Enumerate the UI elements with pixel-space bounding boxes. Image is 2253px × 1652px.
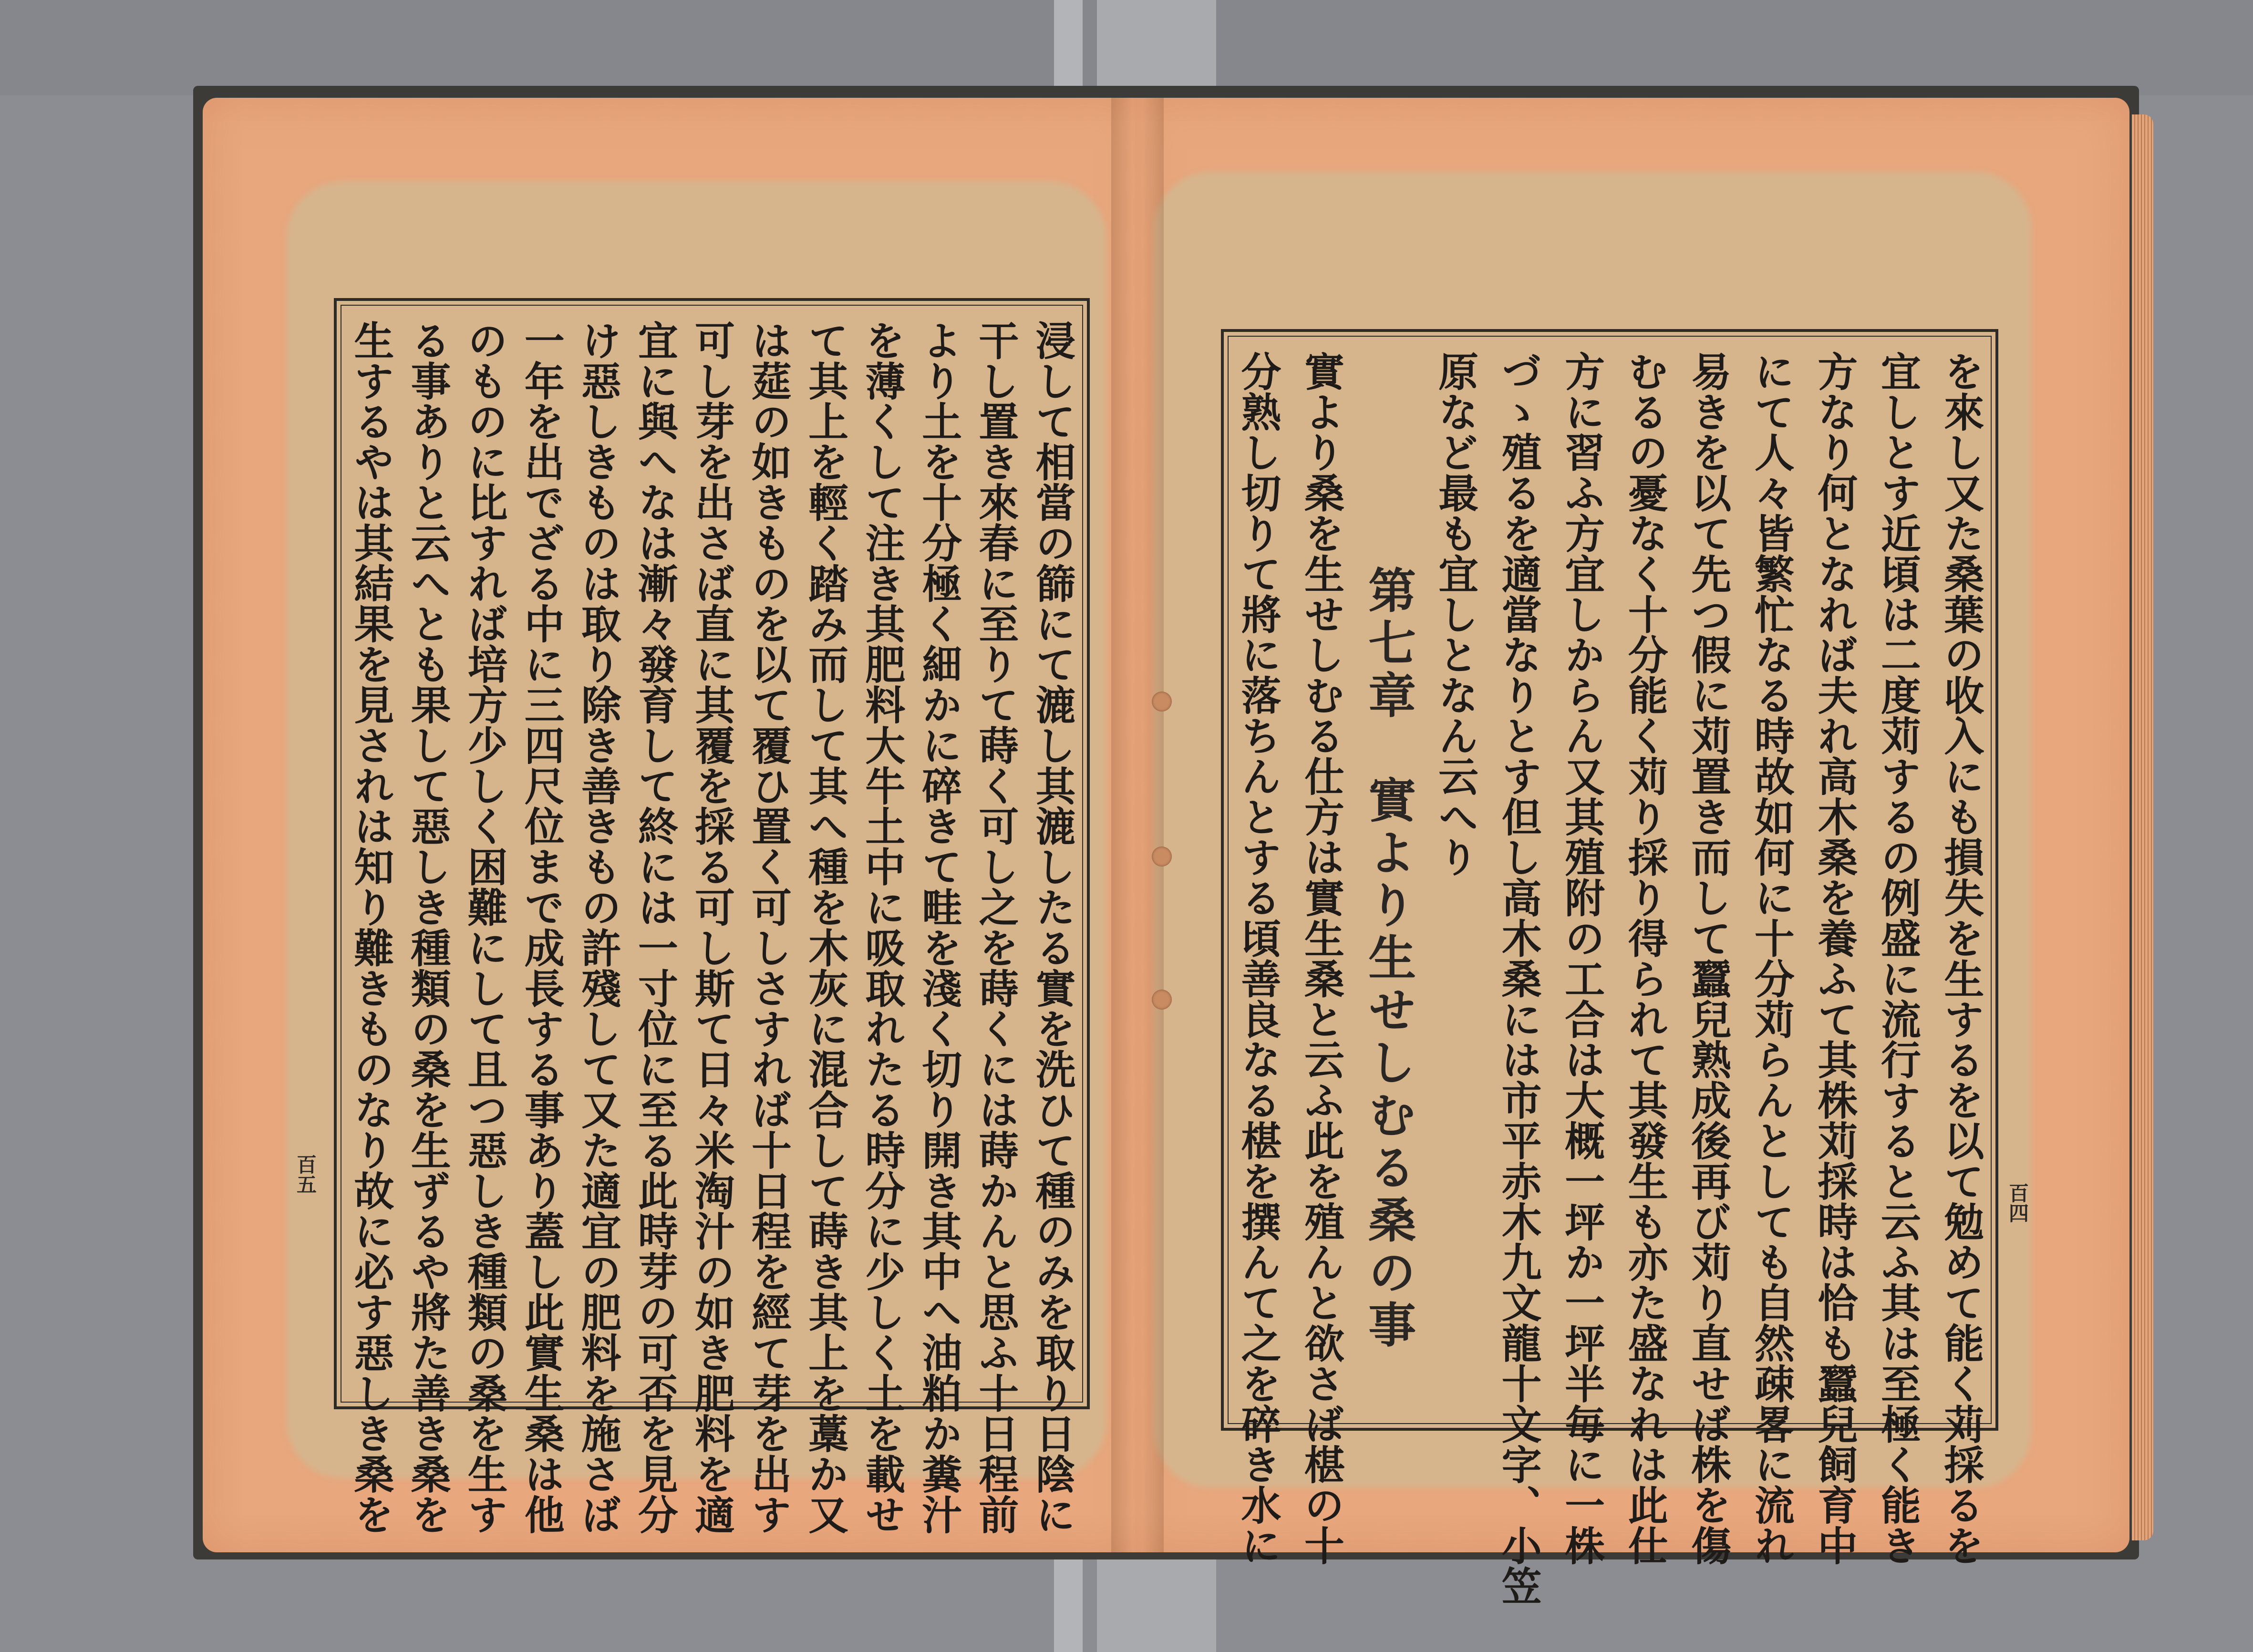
text-column: を薄くして注き其肥料大牛土中に吸取れたる時分に少しく土を載せ	[858, 320, 906, 1535]
text-column: 分熟し切りて將に落ちんとする頃善良なる椹を撰んて之を碎き水に	[1235, 351, 1282, 1566]
text-column: づゝ殖るを適當なりとす但し高木桑には市平赤木九文龍十文字、小笠	[1495, 351, 1543, 1606]
text-column: 實より桑を生せしむる仕方は實生桑と云ふ此を殖んと欲さば椹の十	[1298, 351, 1345, 1566]
text-column: を來し又た桑葉の收入にも損失を生するを以て勉めて能く苅採るを	[1937, 351, 1985, 1566]
text-column: 方なり何となれば夫れ高木桑を養ふて其株苅採時は恰も蠶兒飼育中	[1811, 351, 1859, 1566]
text-column: 一年を出でざる中に三四尺位まで成長する事あり蓋し此實生桑は他	[518, 320, 566, 1535]
page-number: 百四	[2006, 1183, 2029, 1223]
text-column: 易きを以て先つ假に苅置き而して蠶兒熟成後再び苅り直せば株を傷	[1685, 351, 1732, 1566]
right-text-frame	[1221, 329, 1998, 1606]
text-column: 浸して相當の篩にて漉し其漉したる實を洗ひて種のみを取り日陰に	[1029, 320, 1076, 1535]
binding-hole	[1152, 692, 1172, 712]
binding-hole	[1152, 990, 1172, 1010]
text-column: むるの憂なく十分能く苅り採り得られて其發生も亦た盛なれは此仕	[1622, 351, 1669, 1566]
text-column: は莚の如きものを以て覆ひ置く可しさすれば十日程を經て芽を出す	[745, 320, 793, 1535]
text-column: 宜しとす近頃は二度苅するの例盛に流行すると云ふ其は至極く能き	[1874, 351, 1922, 1566]
left-text-frame	[334, 298, 1090, 1535]
text-column: より土を十分極く細かに碎きて畦を淺く切り開き其中へ油粕か糞汁	[915, 320, 963, 1535]
left-text-columns	[348, 320, 1076, 1535]
binding-hole	[1152, 847, 1172, 867]
text-column: 可し芽を出さば直に其覆を採る可し斯て日々米淘汁の如き肥料を適	[688, 320, 736, 1535]
text-column: け惡しきものは取り除き善きもの許殘して又た適宜の肥料を施さば	[575, 320, 622, 1535]
text-column: て其上を輕く踏み而して其へ種を木灰に混合して蒔き其上を藁か又	[802, 320, 849, 1535]
book-gutter	[1111, 98, 1164, 1552]
right-text-columns	[1235, 351, 1985, 1606]
text-column: る事ありと云へとも果して惡しき種類の桑を生ずるや將た善き桑を	[404, 320, 452, 1535]
text-column: 方に習ふ方宜しからん又其殖附の工合は大概一坪か一坪半毎に一株	[1558, 351, 1606, 1566]
page-edges	[2132, 114, 2153, 1540]
page-number: 百五	[294, 1154, 317, 1194]
text-column: 宜に與へなは漸々發育して終には一寸位に至る此時芽の可否を見分	[631, 320, 679, 1535]
chapter-heading: 第七章 實より生せしむる桑の事	[1360, 566, 1417, 1353]
text-column: 生するやは其結果を見されは知り難きものなり故に必す惡しき桑を	[348, 320, 395, 1535]
text-column: 干し置き來春に至りて蒔く可し之を蒔くには蒔かんと思ふ十日程前	[972, 320, 1020, 1535]
text-column: にて人々皆繁忙なる時故如何に十分苅らんとしても自然疎畧に流れ	[1748, 351, 1796, 1566]
text-column: のものに比すれば培方少しく困難にして且つ惡しき種類の桑を生す	[461, 320, 509, 1535]
text-column: 原など最も宜しとなん云へり	[1432, 351, 1479, 878]
